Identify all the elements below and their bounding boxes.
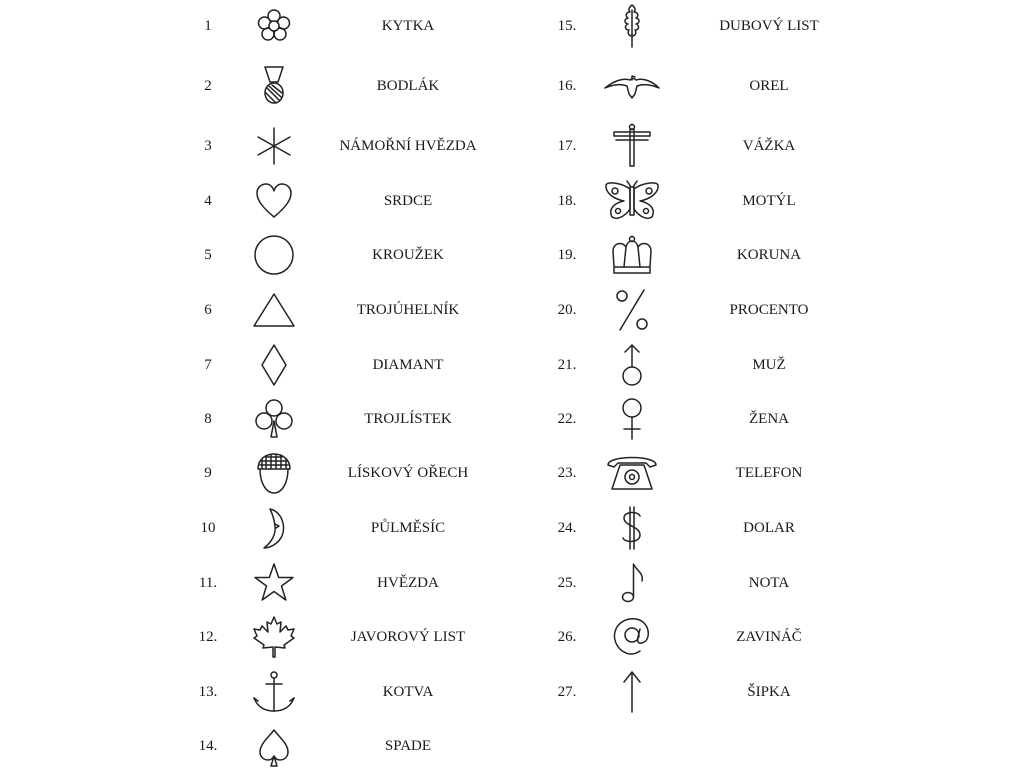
item-label: TELEFON [735, 465, 803, 481]
item-number: 2 [204, 78, 212, 94]
list-item [0, 181, 512, 221]
item-label: KORUNA [736, 247, 802, 263]
item-label: TROJÚHELNÍK [356, 302, 460, 318]
item-number: 5 [204, 247, 212, 263]
item-number: 9 [204, 465, 212, 481]
music-note-icon [610, 561, 654, 605]
item-label: ZAVINÁČ [736, 629, 802, 645]
list-item [0, 6, 512, 46]
list-item [512, 563, 1024, 603]
list-item [512, 6, 1024, 46]
list-item [512, 508, 1024, 548]
item-label: SPADE [384, 738, 432, 754]
item-label: ŠIPKA [747, 684, 791, 700]
item-label: PROCENTO [729, 302, 809, 318]
item-number: 25. [557, 575, 577, 591]
item-label: SRDCE [383, 193, 433, 209]
item-number: 21. [557, 357, 577, 373]
list-item [512, 235, 1024, 275]
oak-leaf-icon [610, 4, 654, 48]
item-label: ŽENA [749, 411, 789, 427]
item-number: 23. [557, 465, 577, 481]
list-item [0, 617, 512, 657]
item-label: BODLÁK [376, 78, 440, 94]
list-item [512, 672, 1024, 712]
item-number: 16. [557, 78, 577, 94]
item-number: 14. [198, 738, 218, 754]
list-item [512, 126, 1024, 166]
item-label: DUBOVÝ LIST [719, 18, 819, 34]
list-item [512, 345, 1024, 385]
butterfly-icon [610, 179, 654, 223]
list-item [512, 181, 1024, 221]
dragonfly-icon [610, 124, 654, 168]
item-number: 6 [204, 302, 212, 318]
item-number: 26. [557, 629, 577, 645]
item-number: 22. [557, 411, 577, 427]
list-item [512, 617, 1024, 657]
item-number: 11. [198, 575, 218, 591]
item-label: TROJLÍSTEK [364, 411, 452, 427]
list-item [512, 453, 1024, 493]
item-number: 13. [198, 684, 218, 700]
item-label: HVĚZDA [377, 575, 439, 591]
list-item [0, 672, 512, 712]
item-number: 20. [557, 302, 577, 318]
eagle-icon [610, 64, 654, 108]
item-number: 8 [204, 411, 212, 427]
item-label: MOTÝL [742, 193, 796, 209]
item-label: MUŽ [752, 357, 786, 373]
list-item [0, 453, 512, 493]
percent-icon [610, 288, 654, 332]
item-label: KROUŽEK [372, 247, 444, 263]
item-label: KOTVA [382, 684, 434, 700]
item-label: NOTA [748, 575, 790, 591]
list-item [512, 290, 1024, 330]
item-label: DIAMANT [372, 357, 444, 373]
list-item [0, 726, 512, 766]
list-item [0, 66, 512, 106]
list-item [512, 399, 1024, 439]
arrow-up-icon [610, 670, 654, 714]
list-item [0, 563, 512, 603]
item-number: 18. [557, 193, 577, 209]
item-number: 24. [557, 520, 577, 536]
list-item [512, 66, 1024, 106]
male-symbol-icon [610, 343, 654, 387]
list-item [0, 290, 512, 330]
item-label: VÁŽKA [742, 138, 796, 154]
at-sign-icon [610, 615, 654, 659]
item-number: 7 [204, 357, 212, 373]
crown-icon [610, 233, 654, 277]
item-label: DOLAR [743, 520, 795, 536]
telephone-icon [610, 451, 654, 495]
dollar-icon [610, 506, 654, 550]
item-number: 12. [198, 629, 218, 645]
item-number: 1 [204, 18, 212, 34]
item-number: 15. [557, 18, 577, 34]
item-label: OREL [749, 78, 789, 94]
item-number: 27. [557, 684, 577, 700]
item-number: 3 [204, 138, 212, 154]
female-symbol-icon [610, 397, 654, 441]
item-label: JAVOROVÝ LIST [350, 629, 466, 645]
list-item [0, 345, 512, 385]
list-item [0, 235, 512, 275]
item-label: LÍSKOVÝ OŘECH [347, 465, 469, 481]
item-number: 4 [204, 193, 212, 209]
list-item [0, 399, 512, 439]
item-number: 10 [200, 520, 216, 536]
list-item [0, 508, 512, 548]
item-number: 19. [557, 247, 577, 263]
item-label: KYTKA [381, 18, 435, 34]
item-label: PŮLMĚSÍC [370, 520, 446, 536]
item-number: 17. [557, 138, 577, 154]
list-item [0, 126, 512, 166]
item-label: NÁMOŘNÍ HVĚZDA [339, 138, 477, 154]
